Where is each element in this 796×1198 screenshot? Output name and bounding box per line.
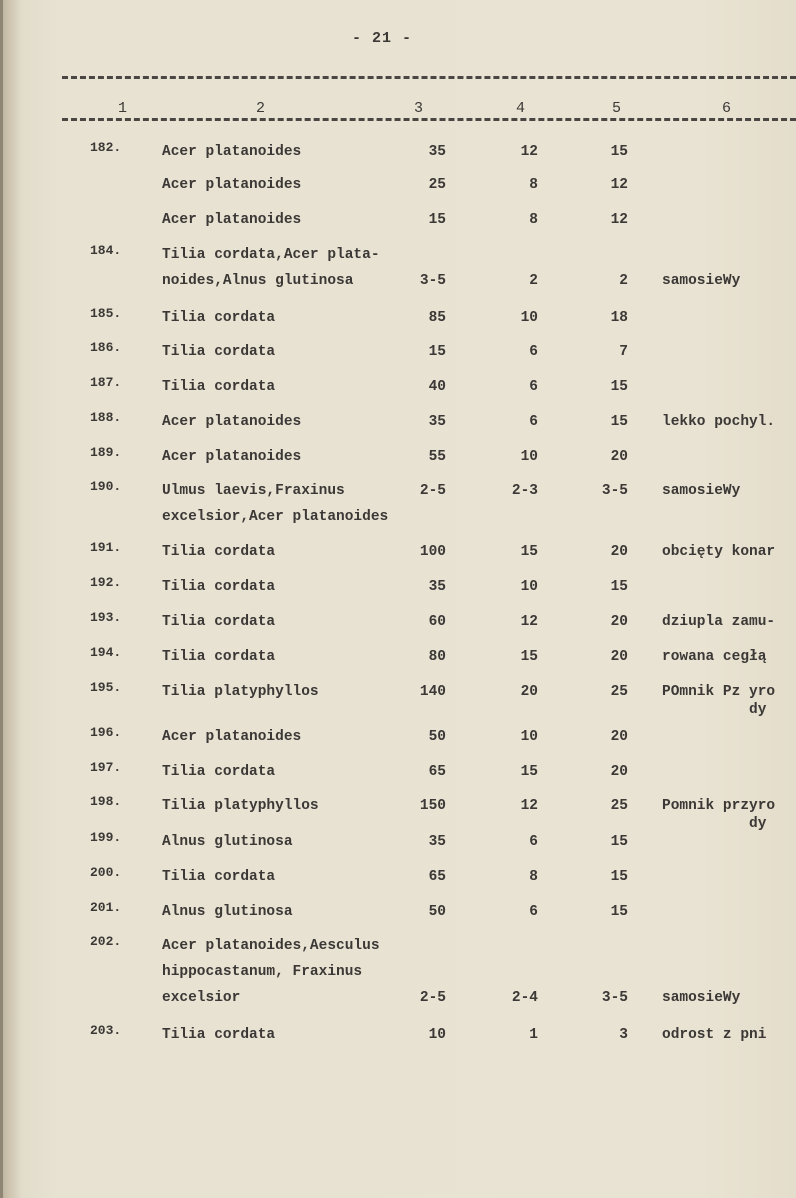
- crown-value: 15: [610, 579, 628, 595]
- height-value: 20: [520, 684, 538, 700]
- diameter-value: 2-5: [419, 483, 446, 499]
- col-header-4: 4: [516, 100, 526, 117]
- species-name: Acer platanoides: [162, 449, 302, 465]
- crown-value: 20: [610, 449, 628, 465]
- height-value: 15: [520, 544, 538, 560]
- entry-number: 191.: [90, 540, 122, 555]
- species-name: Tilia cordata: [162, 614, 276, 630]
- height-value: 2: [529, 273, 538, 289]
- diameter-value: 80: [428, 649, 446, 665]
- species-name: Tilia cordata: [162, 344, 276, 360]
- remark: rowana cegłą: [662, 649, 767, 665]
- height-value: 15: [520, 649, 538, 665]
- remark: Pomnik przyro: [662, 798, 776, 814]
- species-name: Tilia cordata: [162, 379, 276, 395]
- height-value: 15: [520, 764, 538, 780]
- species-name: Tilia cordata: [162, 764, 276, 780]
- diameter-value: 35: [428, 144, 446, 160]
- height-value: 10: [520, 729, 538, 745]
- entry-number: 190.: [90, 479, 122, 494]
- species-name: Acer platanoides: [162, 414, 302, 430]
- entry-number: 197.: [90, 760, 122, 775]
- col-header-5: 5: [612, 100, 622, 117]
- height-value: 12: [520, 144, 538, 160]
- page-binding-edge: [0, 0, 3, 1198]
- remark: samosieWy: [662, 483, 741, 499]
- diameter-value: 100: [419, 544, 446, 560]
- entry-number: 184.: [90, 243, 122, 258]
- crown-value: 15: [610, 904, 628, 920]
- crown-value: 20: [610, 544, 628, 560]
- height-value: 12: [520, 614, 538, 630]
- entry-number: 188.: [90, 410, 122, 425]
- crown-value: 7: [619, 344, 628, 360]
- entry-number: 189.: [90, 445, 122, 460]
- entry-number: 192.: [90, 575, 122, 590]
- crown-value: 15: [610, 414, 628, 430]
- height-value: 1: [529, 1027, 538, 1043]
- diameter-value: 65: [428, 869, 446, 885]
- entry-number: 200.: [90, 865, 122, 880]
- species-name: Tilia platyphyllos: [162, 684, 319, 700]
- crown-value: 15: [610, 834, 628, 850]
- entry-number: 196.: [90, 725, 122, 740]
- diameter-value: 60: [428, 614, 446, 630]
- diameter-value: 35: [428, 414, 446, 430]
- species-name: excelsior: [162, 990, 241, 1006]
- diameter-value: 35: [428, 834, 446, 850]
- remark: obcięty konar: [662, 544, 776, 560]
- species-name: Acer platanoides: [162, 729, 302, 745]
- diameter-value: 15: [428, 344, 446, 360]
- crown-value: 18: [610, 310, 628, 326]
- diameter-value: 35: [428, 579, 446, 595]
- diameter-value: 140: [419, 684, 446, 700]
- crown-value: 15: [610, 144, 628, 160]
- entry-number: 187.: [90, 375, 122, 390]
- species-name: Acer platanoides: [162, 144, 302, 160]
- crown-value: 25: [610, 684, 628, 700]
- height-value: 6: [529, 414, 538, 430]
- diameter-value: 150: [419, 798, 446, 814]
- species-name: noides,Alnus glutinosa: [162, 273, 354, 289]
- remark: samosieWy: [662, 990, 741, 1006]
- species-name: Acer platanoides,Aesculus: [162, 938, 380, 954]
- remark: dy: [662, 702, 767, 718]
- species-name: Tilia platyphyllos: [162, 798, 319, 814]
- entry-number: 195.: [90, 680, 122, 695]
- diameter-value: 10: [428, 1027, 446, 1043]
- remark: odrost z pni: [662, 1027, 767, 1043]
- remark: samosieWy: [662, 273, 741, 289]
- species-name: Acer platanoides: [162, 212, 302, 228]
- entry-number: 193.: [90, 610, 122, 625]
- height-value: 6: [529, 344, 538, 360]
- crown-value: 15: [610, 869, 628, 885]
- species-name: Alnus glutinosa: [162, 904, 293, 920]
- height-value: 2-4: [511, 990, 538, 1006]
- col-header-2: 2: [256, 100, 266, 117]
- height-value: 12: [520, 798, 538, 814]
- crown-value: 20: [610, 614, 628, 630]
- species-name: Tilia cordata,Acer plata-: [162, 247, 380, 263]
- top-rule: [62, 76, 796, 79]
- species-name: Alnus glutinosa: [162, 834, 293, 850]
- crown-value: 20: [610, 729, 628, 745]
- crown-value: 12: [610, 177, 628, 193]
- remark: lekko pochyl.: [662, 414, 776, 430]
- remark: dy: [662, 816, 767, 832]
- page-number: - 21 -: [352, 30, 413, 47]
- crown-value: 3: [619, 1027, 628, 1043]
- species-name: Ulmus laevis,Fraxinus: [162, 483, 345, 499]
- height-value: 8: [529, 869, 538, 885]
- diameter-value: 2-5: [419, 990, 446, 1006]
- crown-value: 15: [610, 379, 628, 395]
- diameter-value: 15: [428, 212, 446, 228]
- species-name: excelsior,Acer platanoides: [162, 509, 389, 525]
- height-value: 2-3: [511, 483, 538, 499]
- diameter-value: 55: [428, 449, 446, 465]
- entry-number: 201.: [90, 900, 122, 915]
- entry-number: 182.: [90, 140, 122, 155]
- height-value: 10: [520, 579, 538, 595]
- header-rule: [62, 118, 796, 121]
- height-value: 6: [529, 904, 538, 920]
- entry-number: 203.: [90, 1023, 122, 1038]
- diameter-value: 65: [428, 764, 446, 780]
- diameter-value: 50: [428, 729, 446, 745]
- height-value: 8: [529, 212, 538, 228]
- diameter-value: 3-5: [419, 273, 446, 289]
- height-value: 8: [529, 177, 538, 193]
- species-name: Tilia cordata: [162, 1027, 276, 1043]
- diameter-value: 85: [428, 310, 446, 326]
- remark: dziupla zamu-: [662, 614, 776, 630]
- entry-number: 202.: [90, 934, 122, 949]
- species-name: Tilia cordata: [162, 579, 276, 595]
- height-value: 6: [529, 834, 538, 850]
- diameter-value: 25: [428, 177, 446, 193]
- height-value: 10: [520, 310, 538, 326]
- species-name: Acer platanoides: [162, 177, 302, 193]
- crown-value: 3-5: [601, 990, 628, 1006]
- species-name: hippocastanum, Fraxinus: [162, 964, 363, 980]
- col-header-1: 1: [118, 100, 128, 117]
- species-name: Tilia cordata: [162, 869, 276, 885]
- entry-number: 198.: [90, 794, 122, 809]
- crown-value: 3-5: [601, 483, 628, 499]
- entry-number: 185.: [90, 306, 122, 321]
- height-value: 6: [529, 379, 538, 395]
- crown-value: 25: [610, 798, 628, 814]
- crown-value: 2: [619, 273, 628, 289]
- species-name: Tilia cordata: [162, 310, 276, 326]
- species-name: Tilia cordata: [162, 544, 276, 560]
- diameter-value: 50: [428, 904, 446, 920]
- remark: POmnik Pz yro: [662, 684, 776, 700]
- crown-value: 20: [610, 649, 628, 665]
- crown-value: 20: [610, 764, 628, 780]
- crown-value: 12: [610, 212, 628, 228]
- species-name: Tilia cordata: [162, 649, 276, 665]
- diameter-value: 40: [428, 379, 446, 395]
- height-value: 10: [520, 449, 538, 465]
- entry-number: 194.: [90, 645, 122, 660]
- col-header-6: 6: [722, 100, 732, 117]
- entry-number: 186.: [90, 340, 122, 355]
- entry-number: 199.: [90, 830, 122, 845]
- col-header-3: 3: [414, 100, 424, 117]
